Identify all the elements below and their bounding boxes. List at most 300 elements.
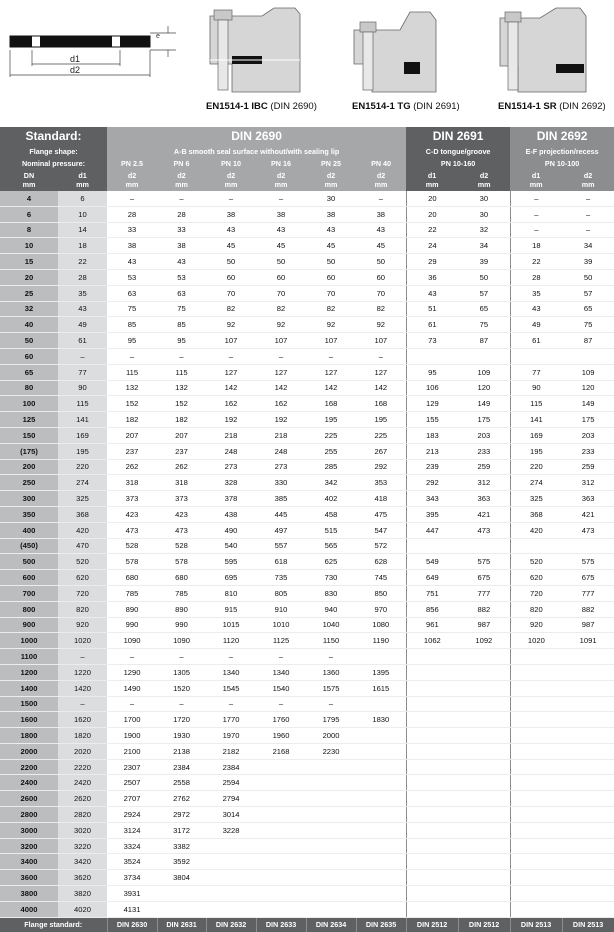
pressure-pn16: PN 16: [256, 157, 306, 169]
value-cell: [510, 838, 562, 854]
value-cell: [458, 712, 510, 728]
value-cell: [206, 838, 256, 854]
value-cell: [256, 759, 306, 775]
value-cell: 220: [58, 459, 107, 475]
value-cell: 60: [356, 269, 406, 285]
value-cell: –: [256, 696, 306, 712]
table-row: [0, 554, 614, 570]
value-cell: 363: [562, 491, 614, 507]
value-cell: 274: [510, 475, 562, 491]
value-cell: 152: [107, 396, 157, 412]
value-cell: –: [157, 696, 206, 712]
value-cell: [206, 886, 256, 902]
value-cell: 192: [256, 412, 306, 428]
table-row: [0, 222, 614, 238]
value-cell: 520: [510, 554, 562, 570]
value-cell: –: [157, 191, 206, 206]
value-cell: 1305: [157, 664, 206, 680]
value-cell: 395: [406, 506, 458, 522]
value-cell: [458, 696, 510, 712]
value-cell: 61: [58, 333, 107, 349]
value-cell: 61: [510, 333, 562, 349]
value-cell: [562, 728, 614, 744]
dn-cell: 200: [0, 459, 58, 475]
value-cell: [406, 712, 458, 728]
nominal-pressure-label: Nominal pressure:: [0, 157, 107, 169]
dn-cell: 2800: [0, 807, 58, 823]
dn-cell: (175): [0, 443, 58, 459]
dn-cell: 8: [0, 222, 58, 238]
value-cell: [406, 901, 458, 917]
value-cell: 183: [406, 427, 458, 443]
value-cell: 720: [510, 585, 562, 601]
value-cell: 92: [306, 317, 356, 333]
value-cell: 547: [356, 522, 406, 538]
value-cell: 3020: [58, 822, 107, 838]
value-cell: 438: [206, 506, 256, 522]
value-cell: 1395: [356, 664, 406, 680]
value-cell: 34: [458, 238, 510, 254]
value-cell: 4131: [107, 901, 157, 917]
value-cell: 28: [510, 269, 562, 285]
dn-cell: 4000: [0, 901, 58, 917]
tg-flange-drawing: [354, 12, 436, 92]
value-cell: [406, 838, 458, 854]
value-cell: 421: [562, 506, 614, 522]
table-row: [0, 585, 614, 601]
value-cell: 1340: [206, 664, 256, 680]
value-cell: 735: [256, 570, 306, 586]
value-cell: –: [306, 649, 356, 665]
value-cell: [406, 807, 458, 823]
value-cell: 473: [562, 522, 614, 538]
value-cell: [562, 348, 614, 364]
value-cell: [562, 838, 614, 854]
value-cell: 515: [306, 522, 356, 538]
value-cell: [256, 822, 306, 838]
value-cell: 675: [458, 570, 510, 586]
value-cell: 318: [157, 475, 206, 491]
dn-cell: 65: [0, 364, 58, 380]
value-cell: 50: [356, 254, 406, 270]
value-cell: [562, 759, 614, 775]
value-cell: 195: [58, 443, 107, 459]
value-cell: 312: [562, 475, 614, 491]
value-cell: 1010: [256, 617, 306, 633]
value-cell: 565: [306, 538, 356, 554]
value-cell: 22: [510, 254, 562, 270]
dn-cell: (450): [0, 538, 58, 554]
value-cell: 107: [206, 333, 256, 349]
value-cell: –: [562, 222, 614, 238]
table-row: [0, 728, 614, 744]
value-cell: 785: [157, 585, 206, 601]
value-cell: 423: [107, 506, 157, 522]
value-cell: 35: [58, 285, 107, 301]
value-cell: 2138: [157, 743, 206, 759]
value-cell: –: [107, 191, 157, 206]
value-cell: 882: [458, 601, 510, 617]
value-cell: [562, 854, 614, 870]
value-cell: –: [157, 649, 206, 665]
value-cell: 132: [157, 380, 206, 396]
value-cell: 940: [306, 601, 356, 617]
value-cell: 3620: [58, 870, 107, 886]
pressure-pn10-100: PN 10-100: [510, 157, 614, 169]
value-cell: 149: [562, 396, 614, 412]
value-cell: 73: [406, 333, 458, 349]
column-header: d2 mm: [107, 169, 157, 191]
sr-flange-drawing: [500, 8, 586, 92]
value-cell: –: [562, 191, 614, 206]
table-row: [0, 491, 614, 507]
value-cell: 152: [157, 396, 206, 412]
value-cell: 882: [562, 601, 614, 617]
value-cell: [458, 538, 510, 554]
value-cell: 65: [562, 301, 614, 317]
value-cell: 107: [356, 333, 406, 349]
value-cell: [206, 854, 256, 870]
value-cell: 353: [356, 475, 406, 491]
value-cell: 28: [157, 206, 206, 222]
value-cell: 3524: [107, 854, 157, 870]
value-cell: 63: [157, 285, 206, 301]
value-cell: 497: [256, 522, 306, 538]
table-row: [0, 633, 614, 649]
value-cell: 239: [406, 459, 458, 475]
dn-cell: 3400: [0, 854, 58, 870]
value-cell: [306, 775, 356, 791]
value-cell: 649: [406, 570, 458, 586]
value-cell: 233: [562, 443, 614, 459]
value-cell: 3324: [107, 838, 157, 854]
value-cell: 2420: [58, 775, 107, 791]
value-cell: 990: [157, 617, 206, 633]
value-cell: [406, 870, 458, 886]
pressure-pn25: PN 2.5: [107, 157, 157, 169]
value-cell: [306, 838, 356, 854]
table-row: [0, 854, 614, 870]
pressure-pn10: PN 10: [206, 157, 256, 169]
value-cell: [406, 854, 458, 870]
table-row: [0, 538, 614, 554]
table-row: [0, 696, 614, 712]
value-cell: –: [562, 206, 614, 222]
value-cell: [458, 728, 510, 744]
value-cell: 33: [157, 222, 206, 238]
value-cell: –: [206, 696, 256, 712]
flange-standard-label: Flange standard:: [0, 917, 107, 932]
value-cell: 51: [406, 301, 458, 317]
table-row: [0, 570, 614, 586]
value-cell: 63: [107, 285, 157, 301]
value-cell: 1820: [58, 728, 107, 744]
value-cell: 3820: [58, 886, 107, 902]
flange-standard-row: [0, 917, 614, 932]
value-cell: 175: [562, 412, 614, 428]
value-cell: 628: [356, 554, 406, 570]
value-cell: 557: [256, 538, 306, 554]
table-row: [0, 743, 614, 759]
value-cell: 107: [306, 333, 356, 349]
value-cell: [306, 901, 356, 917]
value-cell: 3228: [206, 822, 256, 838]
value-cell: [510, 791, 562, 807]
dn-cell: 20: [0, 269, 58, 285]
flange-standard-cell: DIN 2512: [406, 917, 458, 932]
table-row: [0, 712, 614, 728]
value-cell: 169: [510, 427, 562, 443]
value-cell: 18: [58, 238, 107, 254]
value-cell: 92: [356, 317, 406, 333]
value-cell: [562, 664, 614, 680]
value-cell: 127: [306, 364, 356, 380]
value-cell: 1020: [510, 633, 562, 649]
value-cell: 30: [306, 191, 356, 206]
value-cell: [256, 870, 306, 886]
value-cell: 106: [406, 380, 458, 396]
value-cell: 70: [256, 285, 306, 301]
value-cell: 373: [157, 491, 206, 507]
value-cell: [458, 649, 510, 665]
value-cell: 43: [58, 301, 107, 317]
dn-cell: 3000: [0, 822, 58, 838]
value-cell: [458, 886, 510, 902]
value-cell: 30: [458, 206, 510, 222]
value-cell: [562, 807, 614, 823]
table-row: [0, 886, 614, 902]
column-header: d2 mm: [356, 169, 406, 191]
value-cell: 805: [256, 585, 306, 601]
value-cell: 2307: [107, 759, 157, 775]
value-cell: [157, 901, 206, 917]
value-cell: 82: [206, 301, 256, 317]
dn-cell: 50: [0, 333, 58, 349]
gasket-dimensions-table: [0, 127, 614, 932]
value-cell: [256, 791, 306, 807]
table-row: [0, 838, 614, 854]
table-row: [0, 348, 614, 364]
value-cell: 1900: [107, 728, 157, 744]
table-row: [0, 822, 614, 838]
value-cell: [306, 822, 356, 838]
value-cell: 620: [510, 570, 562, 586]
value-cell: 38: [206, 206, 256, 222]
value-cell: 36: [406, 269, 458, 285]
value-cell: 50: [306, 254, 356, 270]
value-cell: 675: [562, 570, 614, 586]
value-cell: 810: [206, 585, 256, 601]
value-cell: –: [58, 348, 107, 364]
value-cell: 420: [58, 522, 107, 538]
table-row: [0, 380, 614, 396]
value-cell: [356, 696, 406, 712]
value-cell: 820: [58, 601, 107, 617]
dn-cell: 600: [0, 570, 58, 586]
value-cell: [510, 870, 562, 886]
table-row: [0, 807, 614, 823]
value-cell: 70: [356, 285, 406, 301]
value-cell: 38: [107, 238, 157, 254]
value-cell: 267: [356, 443, 406, 459]
value-cell: 473: [458, 522, 510, 538]
value-cell: 2820: [58, 807, 107, 823]
value-cell: [510, 775, 562, 791]
header-row-flange-shape: [0, 145, 614, 157]
value-cell: 75: [458, 317, 510, 333]
value-cell: 35: [510, 285, 562, 301]
flange-standard-cell: DIN 2513: [562, 917, 614, 932]
table-row: [0, 396, 614, 412]
column-header: d1 mm: [406, 169, 458, 191]
value-cell: 1090: [107, 633, 157, 649]
value-cell: 1340: [256, 664, 306, 680]
value-cell: 385: [256, 491, 306, 507]
value-cell: [406, 775, 458, 791]
value-cell: 1125: [256, 633, 306, 649]
value-cell: 1080: [356, 617, 406, 633]
value-cell: 2000: [306, 728, 356, 744]
caption-tg: EN1514-1 TG (DIN 2691): [352, 101, 460, 112]
value-cell: [510, 807, 562, 823]
value-cell: 458: [306, 506, 356, 522]
column-header: d1 mm: [58, 169, 107, 191]
value-cell: 2020: [58, 743, 107, 759]
value-cell: 312: [458, 475, 510, 491]
table-row: [0, 317, 614, 333]
value-cell: –: [157, 348, 206, 364]
value-cell: –: [256, 348, 306, 364]
table-row: [0, 269, 614, 285]
value-cell: 82: [256, 301, 306, 317]
value-cell: 1220: [58, 664, 107, 680]
value-cell: [256, 854, 306, 870]
value-cell: 3804: [157, 870, 206, 886]
table-row: [0, 364, 614, 380]
din2691-shape: C-D tongue/groove: [406, 145, 510, 157]
value-cell: [356, 822, 406, 838]
value-cell: 751: [406, 585, 458, 601]
value-cell: [510, 901, 562, 917]
header-row-columns: [0, 169, 614, 191]
value-cell: –: [510, 206, 562, 222]
value-cell: [356, 901, 406, 917]
table-row: [0, 475, 614, 491]
value-cell: 1615: [356, 680, 406, 696]
value-cell: 920: [58, 617, 107, 633]
value-cell: 57: [458, 285, 510, 301]
value-cell: 1540: [256, 680, 306, 696]
value-cell: [306, 854, 356, 870]
value-cell: [458, 759, 510, 775]
value-cell: 115: [58, 396, 107, 412]
value-cell: 34: [562, 238, 614, 254]
header-row-pressure: [0, 157, 614, 169]
dn-cell: 150: [0, 427, 58, 443]
value-cell: [256, 775, 306, 791]
value-cell: 1092: [458, 633, 510, 649]
value-cell: 77: [510, 364, 562, 380]
value-cell: 115: [510, 396, 562, 412]
value-cell: [562, 822, 614, 838]
pressure-pn40: PN 40: [356, 157, 406, 169]
value-cell: –: [256, 191, 306, 206]
value-cell: 141: [510, 412, 562, 428]
table-row: [0, 459, 614, 475]
value-cell: 273: [256, 459, 306, 475]
value-cell: [356, 649, 406, 665]
value-cell: 987: [562, 617, 614, 633]
value-cell: 207: [157, 427, 206, 443]
d2-label: d2: [70, 65, 81, 75]
value-cell: 1830: [356, 712, 406, 728]
value-cell: [406, 348, 458, 364]
table-row: [0, 775, 614, 791]
dn-cell: 3600: [0, 870, 58, 886]
value-cell: 82: [306, 301, 356, 317]
dn-cell: 350: [0, 506, 58, 522]
value-cell: 115: [107, 364, 157, 380]
value-cell: 572: [356, 538, 406, 554]
value-cell: [510, 664, 562, 680]
value-cell: [510, 759, 562, 775]
value-cell: 127: [206, 364, 256, 380]
value-cell: 368: [58, 506, 107, 522]
table-row: [0, 601, 614, 617]
value-cell: 168: [306, 396, 356, 412]
value-cell: 22: [406, 222, 458, 238]
value-cell: 618: [256, 554, 306, 570]
value-cell: 990: [107, 617, 157, 633]
value-cell: 90: [58, 380, 107, 396]
value-cell: [510, 538, 562, 554]
value-cell: 38: [356, 206, 406, 222]
value-cell: [562, 886, 614, 902]
value-cell: [510, 854, 562, 870]
value-cell: 218: [206, 427, 256, 443]
value-cell: [562, 870, 614, 886]
value-cell: [562, 791, 614, 807]
value-cell: [406, 538, 458, 554]
value-cell: 90: [510, 380, 562, 396]
value-cell: 2972: [157, 807, 206, 823]
value-cell: 528: [157, 538, 206, 554]
header-row-standard: [0, 127, 614, 145]
value-cell: 402: [306, 491, 356, 507]
value-cell: [356, 791, 406, 807]
column-header: d2 mm: [157, 169, 206, 191]
value-cell: 120: [562, 380, 614, 396]
value-cell: 540: [206, 538, 256, 554]
table-row: [0, 206, 614, 222]
column-header: d2 mm: [562, 169, 614, 191]
flange-standard-cell: DIN 2513: [510, 917, 562, 932]
dn-cell: 1400: [0, 680, 58, 696]
column-header: d2 mm: [306, 169, 356, 191]
value-cell: 910: [256, 601, 306, 617]
value-cell: 22: [58, 254, 107, 270]
value-cell: [406, 822, 458, 838]
value-cell: 30: [458, 191, 510, 206]
dn-cell: 300: [0, 491, 58, 507]
value-cell: 45: [356, 238, 406, 254]
dn-cell: 10: [0, 238, 58, 254]
value-cell: 85: [107, 317, 157, 333]
value-cell: 45: [256, 238, 306, 254]
value-cell: –: [58, 696, 107, 712]
value-cell: 155: [406, 412, 458, 428]
value-cell: 2794: [206, 791, 256, 807]
